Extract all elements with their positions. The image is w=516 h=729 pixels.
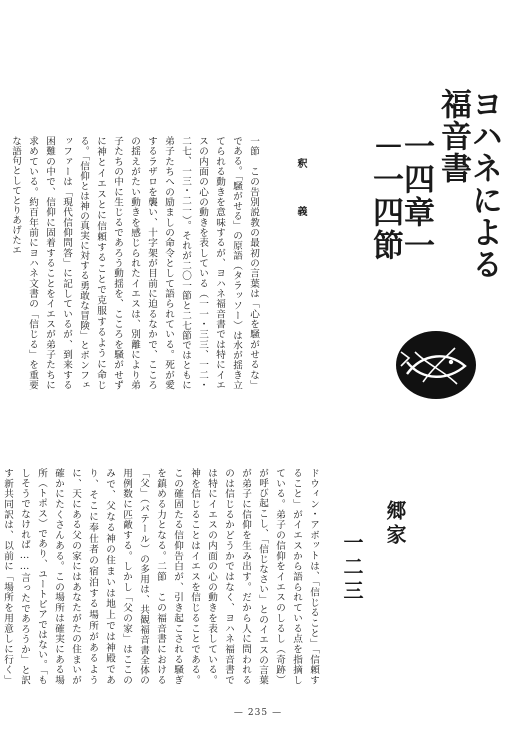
body-text-right: ドウィン・アボットは、「信じること」「信頼すること」がイエスから語られている点を指摘している。弟子の信仰をイエスのしるし（奇跡）が呼び起こし、「信じなさい」とのイエスの言葉が弟子に信仰を生み出す。だから人に問われるのは信じるかどうかではなく、ヨハネ福音書では特にイエスの内面の心の動きを表している。神を信じることはイエスを信じることである。この確固たる信仰告白が、引き起こされる騒ぎを鎮める力となる。二節 この福音書における「父」（パテール）の多用は、共観福音書全体の用例数に匹敵する。しかし「父の家」はここのみで、父なる神の住まいは地上では神殿であり、そこに奉仕者の宿泊する場所があるように、天にある父の家にはあなたがたの住まいが確かにたくさんある。この場所は確実にある場所（トポス）であり、ユートピアではない。「もしそうでなければ……言ったであろうか」と訳す新共同訳は、以前に「場所を用意しに行く」 xyxy=(2,468,319,685)
author-surname: 郷家 xyxy=(383,500,407,548)
page-number: — 235 — xyxy=(0,708,516,718)
body-text-left: 一節 この告別説教の最初の言葉は「心を騒がせるな」である。「騒がせる」の原語（タラッソー）は水が揺き立てられる動きを意味するが、ヨハネ福音書では特にイエスの内面の心の動きを表している（一一・三三、一二・二七、一三・二一）。それが二〇一節と二七節ではともに弟子たちへの励ましの命令として語られている。死が愛するラザロを襲い、十字架が目前に迫るなかで、こころの揺えがたい動きを感じられたイエスは、別離により弟子たちの中に生じるであろう動揺を、こころを騒がせずに神とイエスとに信頼することで克服するように命じる。「信仰とは神の真実に対する勇敢な冒険」とボンフェッファーは「現代信仰問答」に記しているが、到来する困難の中で、信仰に固着することをイエスが弟子たちに求めている。約百年前にヨハネ文書の「信じる」を重要な語句としてとりあげたエ xyxy=(10,136,259,390)
author-block xyxy=(330,500,410,640)
title-block xyxy=(367,88,502,288)
section-label: 釈 義 xyxy=(295,158,306,230)
article-subtitle: 一四章一－一四節 xyxy=(367,130,434,262)
author-given-name: 一二三 xyxy=(340,532,364,604)
fish-emblem-icon xyxy=(393,322,479,408)
article-title: ヨハネによる福音書 xyxy=(435,88,502,280)
